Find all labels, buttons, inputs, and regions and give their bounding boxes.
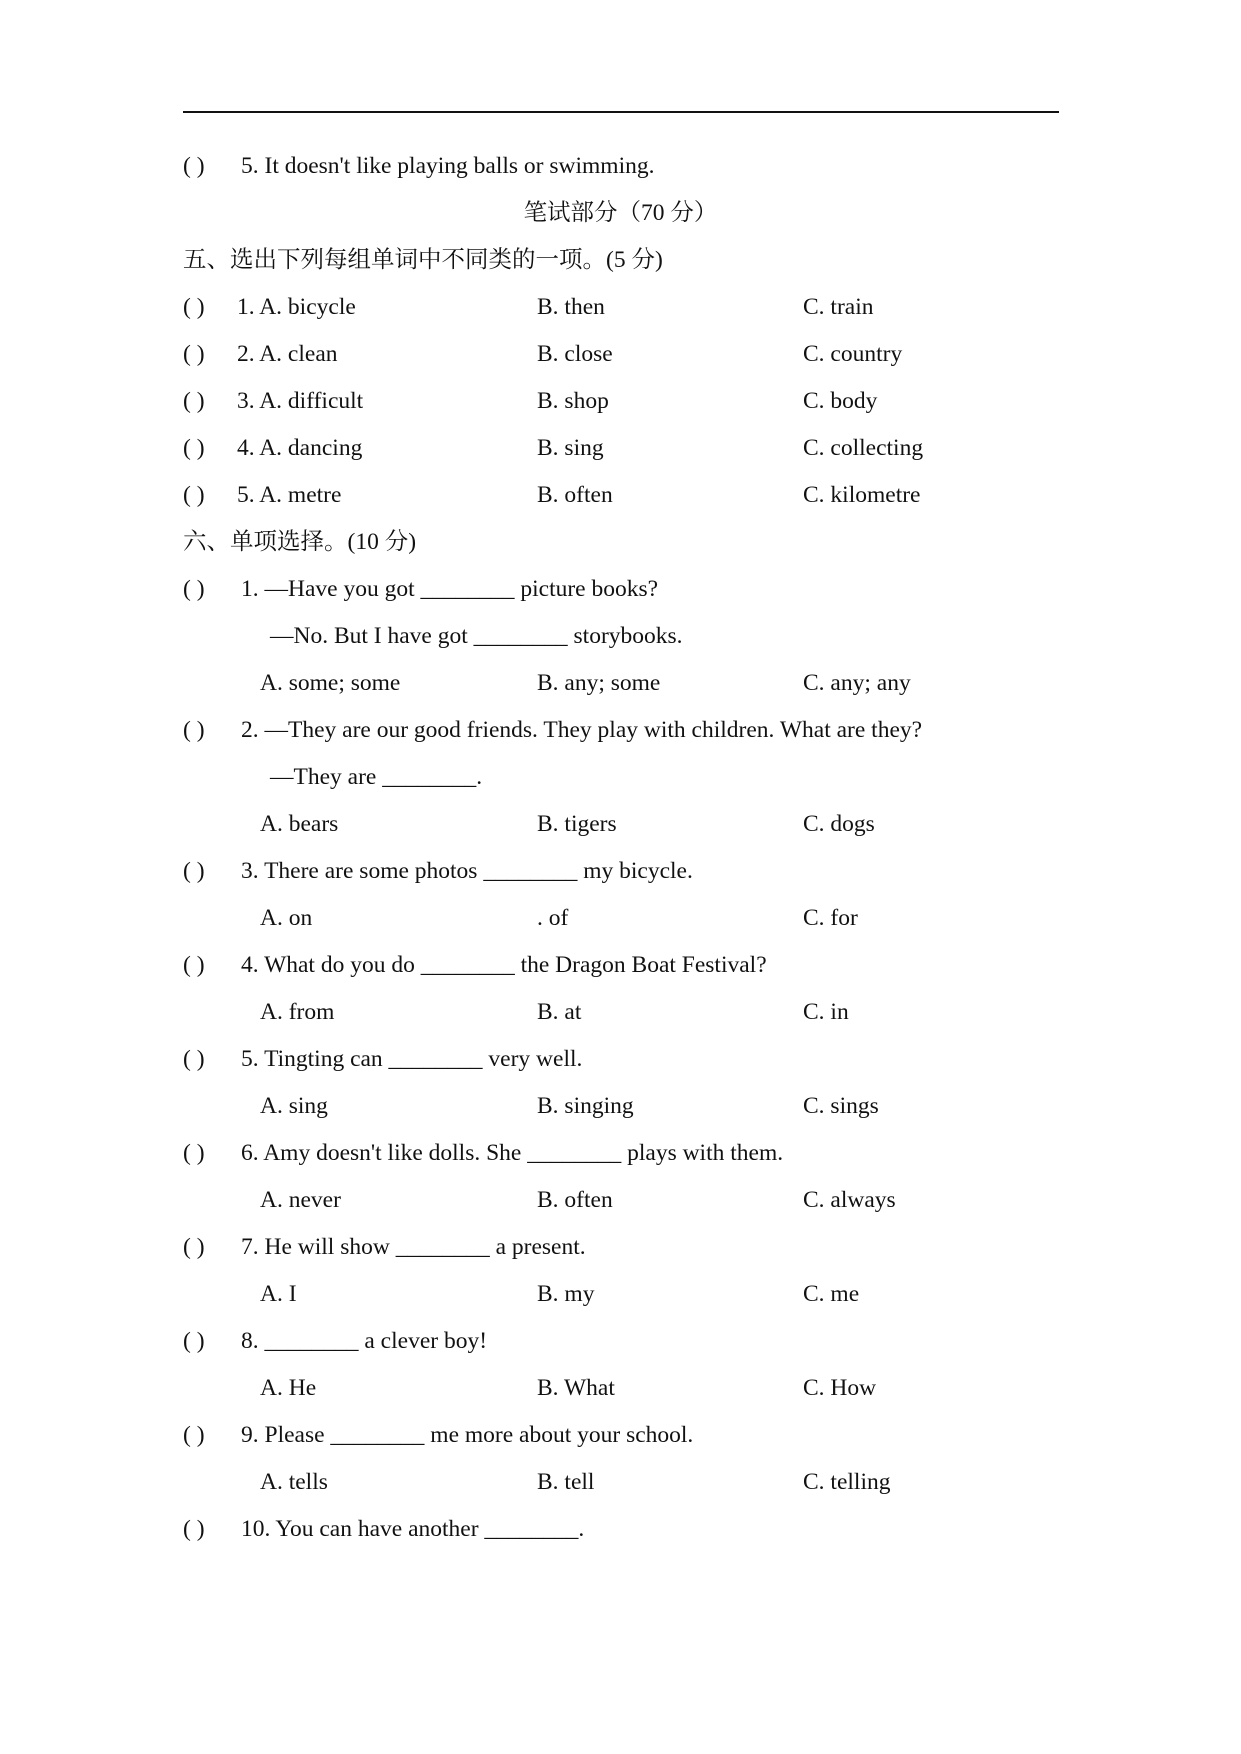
answer-bracket[interactable]: ( ) xyxy=(183,153,205,179)
option-c: C. for xyxy=(803,905,858,931)
option-a: A. sing xyxy=(260,1093,328,1119)
answer-bracket[interactable]: ( ) xyxy=(183,341,205,367)
option-c: C. me xyxy=(803,1281,860,1307)
section-heading-written: 笔试部分（70 分） xyxy=(523,200,718,226)
option-a: 4. A. dancing xyxy=(237,435,363,461)
option-b: B. close xyxy=(537,341,613,367)
option-b: B. any; some xyxy=(537,670,661,696)
answer-bracket[interactable]: ( ) xyxy=(183,1140,205,1166)
option-c: C. any; any xyxy=(803,670,911,696)
option-b: B. shop xyxy=(537,388,609,414)
question-continuation: —They are ________. xyxy=(270,764,483,790)
option-c: C. sings xyxy=(803,1093,879,1119)
option-c: C. How xyxy=(803,1375,877,1401)
answer-bracket[interactable]: ( ) xyxy=(183,1516,205,1542)
question-line xyxy=(183,1232,586,1262)
option-c: C. telling xyxy=(803,1469,891,1495)
answer-bracket[interactable]: ( ) xyxy=(183,1328,205,1354)
option-a: A. from xyxy=(260,999,335,1025)
option-b: B. at xyxy=(537,999,582,1025)
question-line xyxy=(183,574,658,604)
option-c: C. train xyxy=(803,294,874,320)
option-c: C. in xyxy=(803,999,849,1025)
option-a: 2. A. clean xyxy=(237,341,338,367)
option-a: A. He xyxy=(260,1375,317,1401)
section-5-item xyxy=(183,480,921,510)
answer-bracket[interactable]: ( ) xyxy=(183,482,205,508)
option-c: C. country xyxy=(803,341,903,367)
section-5-item xyxy=(183,386,878,416)
question-text: 8. ________ a clever boy! xyxy=(241,1328,488,1354)
option-c: C. collecting xyxy=(803,435,924,461)
option-b: B. tell xyxy=(537,1469,595,1495)
question-text: 2. —They are our good friends. They play with children. What are they? xyxy=(241,717,923,743)
option-b: B. What xyxy=(537,1375,615,1401)
answer-bracket[interactable]: ( ) xyxy=(183,435,205,461)
question-text: 10. You can have another ________. xyxy=(241,1516,585,1542)
answer-bracket[interactable]: ( ) xyxy=(183,858,205,884)
section-5-title: 五、选出下列每组单词中不同类的一项。(5 分) xyxy=(183,247,663,273)
question-line xyxy=(183,151,655,181)
question-text: 1. —Have you got ________ picture books? xyxy=(241,576,659,602)
option-a: A. tells xyxy=(260,1469,328,1495)
option-c: C. kilometre xyxy=(803,482,921,508)
answer-bracket[interactable]: ( ) xyxy=(183,388,205,414)
option-a: A. never xyxy=(260,1187,341,1213)
option-a: A. on xyxy=(260,905,313,931)
question-line xyxy=(183,950,767,980)
section-5-item xyxy=(183,433,924,463)
option-b: B. tigers xyxy=(537,811,617,837)
answer-bracket[interactable]: ( ) xyxy=(183,952,205,978)
question-text: 3. There are some photos ________ my bicycle. xyxy=(241,858,693,884)
option-a: A. I xyxy=(260,1281,297,1307)
question-line xyxy=(183,1420,693,1450)
option-b: B. my xyxy=(537,1281,595,1307)
option-a: 1. A. bicycle xyxy=(237,294,356,320)
question-text: 5. Tingting can ________ very well. xyxy=(241,1046,583,1072)
option-b: B. sing xyxy=(537,435,604,461)
question-text: 9. Please ________ me more about your school. xyxy=(241,1422,694,1448)
option-b: B. singing xyxy=(537,1093,634,1119)
question-line xyxy=(183,1326,487,1356)
answer-bracket[interactable]: ( ) xyxy=(183,1046,205,1072)
question-text: 7. He will show ________ a present. xyxy=(241,1234,586,1260)
option-c: C. always xyxy=(803,1187,896,1213)
answer-bracket[interactable]: ( ) xyxy=(183,1234,205,1260)
question-line xyxy=(183,1514,584,1544)
question-text: 4. What do you do ________ the Dragon Boat Festival? xyxy=(241,952,767,978)
option-b: B. often xyxy=(537,482,613,508)
option-b: B. then xyxy=(537,294,605,320)
question-line xyxy=(183,715,922,745)
option-a: 5. A. metre xyxy=(237,482,342,508)
option-b: . of xyxy=(537,905,569,931)
answer-bracket[interactable]: ( ) xyxy=(183,294,205,320)
section-6-title: 六、单项选择。(10 分) xyxy=(183,529,417,555)
option-b: B. often xyxy=(537,1187,613,1213)
question-line xyxy=(183,1138,783,1168)
option-a: 3. A. difficult xyxy=(237,388,364,414)
top-divider xyxy=(183,111,1059,113)
question-line xyxy=(183,1044,582,1074)
section-5-item xyxy=(183,339,903,369)
option-a: A. some; some xyxy=(260,670,401,696)
option-c: C. body xyxy=(803,388,878,414)
question-line xyxy=(183,856,693,886)
question-text: 5. It doesn't like playing balls or swimming. xyxy=(241,153,655,179)
answer-bracket[interactable]: ( ) xyxy=(183,717,205,743)
question-continuation: —No. But I have got ________ storybooks. xyxy=(270,623,683,649)
option-c: C. dogs xyxy=(803,811,875,837)
option-a: A. bears xyxy=(260,811,339,837)
answer-bracket[interactable]: ( ) xyxy=(183,576,205,602)
answer-bracket[interactable]: ( ) xyxy=(183,1422,205,1448)
question-text: 6. Amy doesn't like dolls. She ________ plays with them. xyxy=(241,1140,784,1166)
section-5-item xyxy=(183,292,874,322)
